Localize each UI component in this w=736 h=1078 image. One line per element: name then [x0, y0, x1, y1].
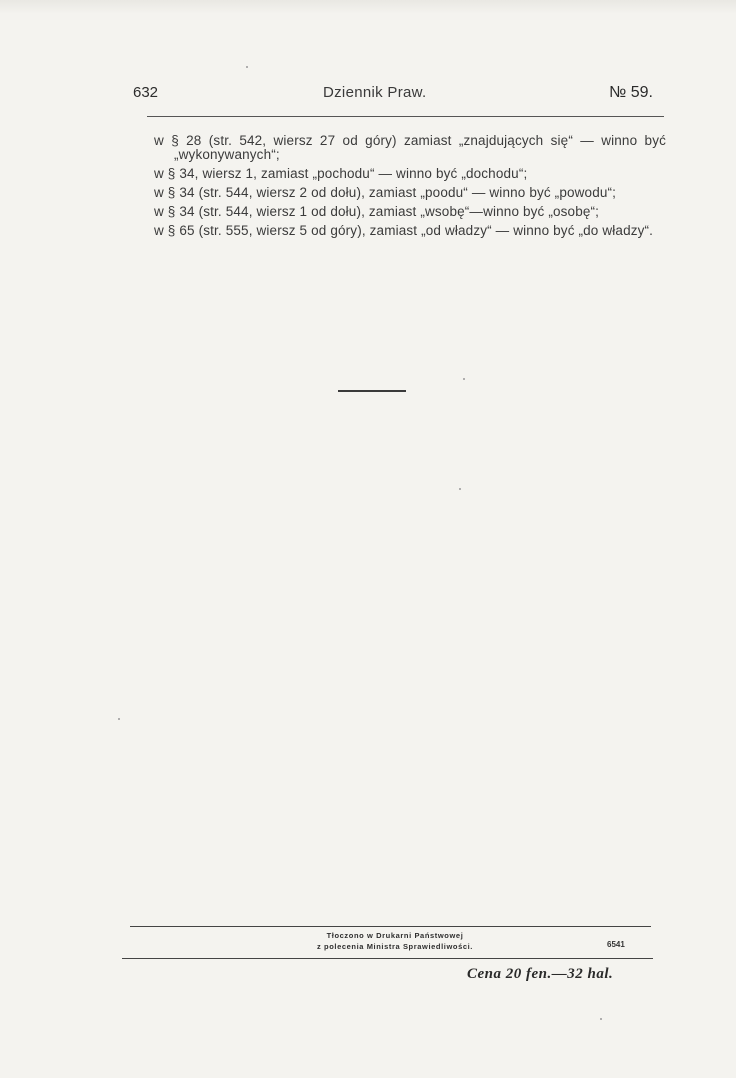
- page-header: [133, 84, 653, 108]
- printer-line-1: Tłoczono w Drukarni Państwowej: [326, 931, 464, 940]
- footer-rule-bottom: [122, 958, 653, 959]
- errata-item: w § 34, wiersz 1, zamiast „pochodu“ — winno być „dochodu“;: [154, 166, 528, 181]
- issue-number: № 59.: [609, 84, 653, 101]
- paper-speck: [246, 66, 248, 68]
- separator-rule: [338, 390, 406, 392]
- footer-rule-top: [130, 926, 651, 927]
- errata-item: w § 34 (str. 544, wiersz 1 od dołu), zamiast „wsobę“—winno być „osobę“;: [154, 204, 600, 219]
- price-line: Cena 20 fen.—32 hal.: [467, 966, 614, 982]
- page-number: 632: [133, 84, 159, 101]
- errata-item: w § 34 (str. 544, wiersz 2 od dołu), zamiast „poodu“ — winno być „powodu“;: [154, 185, 617, 200]
- printer-imprint: [230, 930, 560, 952]
- errata-list: [154, 134, 666, 243]
- paper-speck: [463, 378, 465, 380]
- errata-item: w § 65 (str. 555, wiersz 5 od góry), zamiast „od władzy“ — winno być „do władzy“.: [154, 223, 654, 238]
- errata-item: w § 28 (str. 542, wiersz 27 od góry) zamiast „znajdujących się“ — winno być „wykonywanych“;: [154, 133, 666, 162]
- paper-speck: [600, 1018, 602, 1020]
- paper-speck: [459, 488, 461, 490]
- header-rule: [147, 116, 664, 117]
- journal-title: Dziennik Praw.: [323, 84, 427, 101]
- printer-line-2: z polecenia Ministra Sprawiedliwości.: [317, 942, 473, 951]
- scan-edge: [0, 0, 736, 14]
- paper-speck: [118, 718, 120, 720]
- print-code: 6541: [607, 940, 625, 949]
